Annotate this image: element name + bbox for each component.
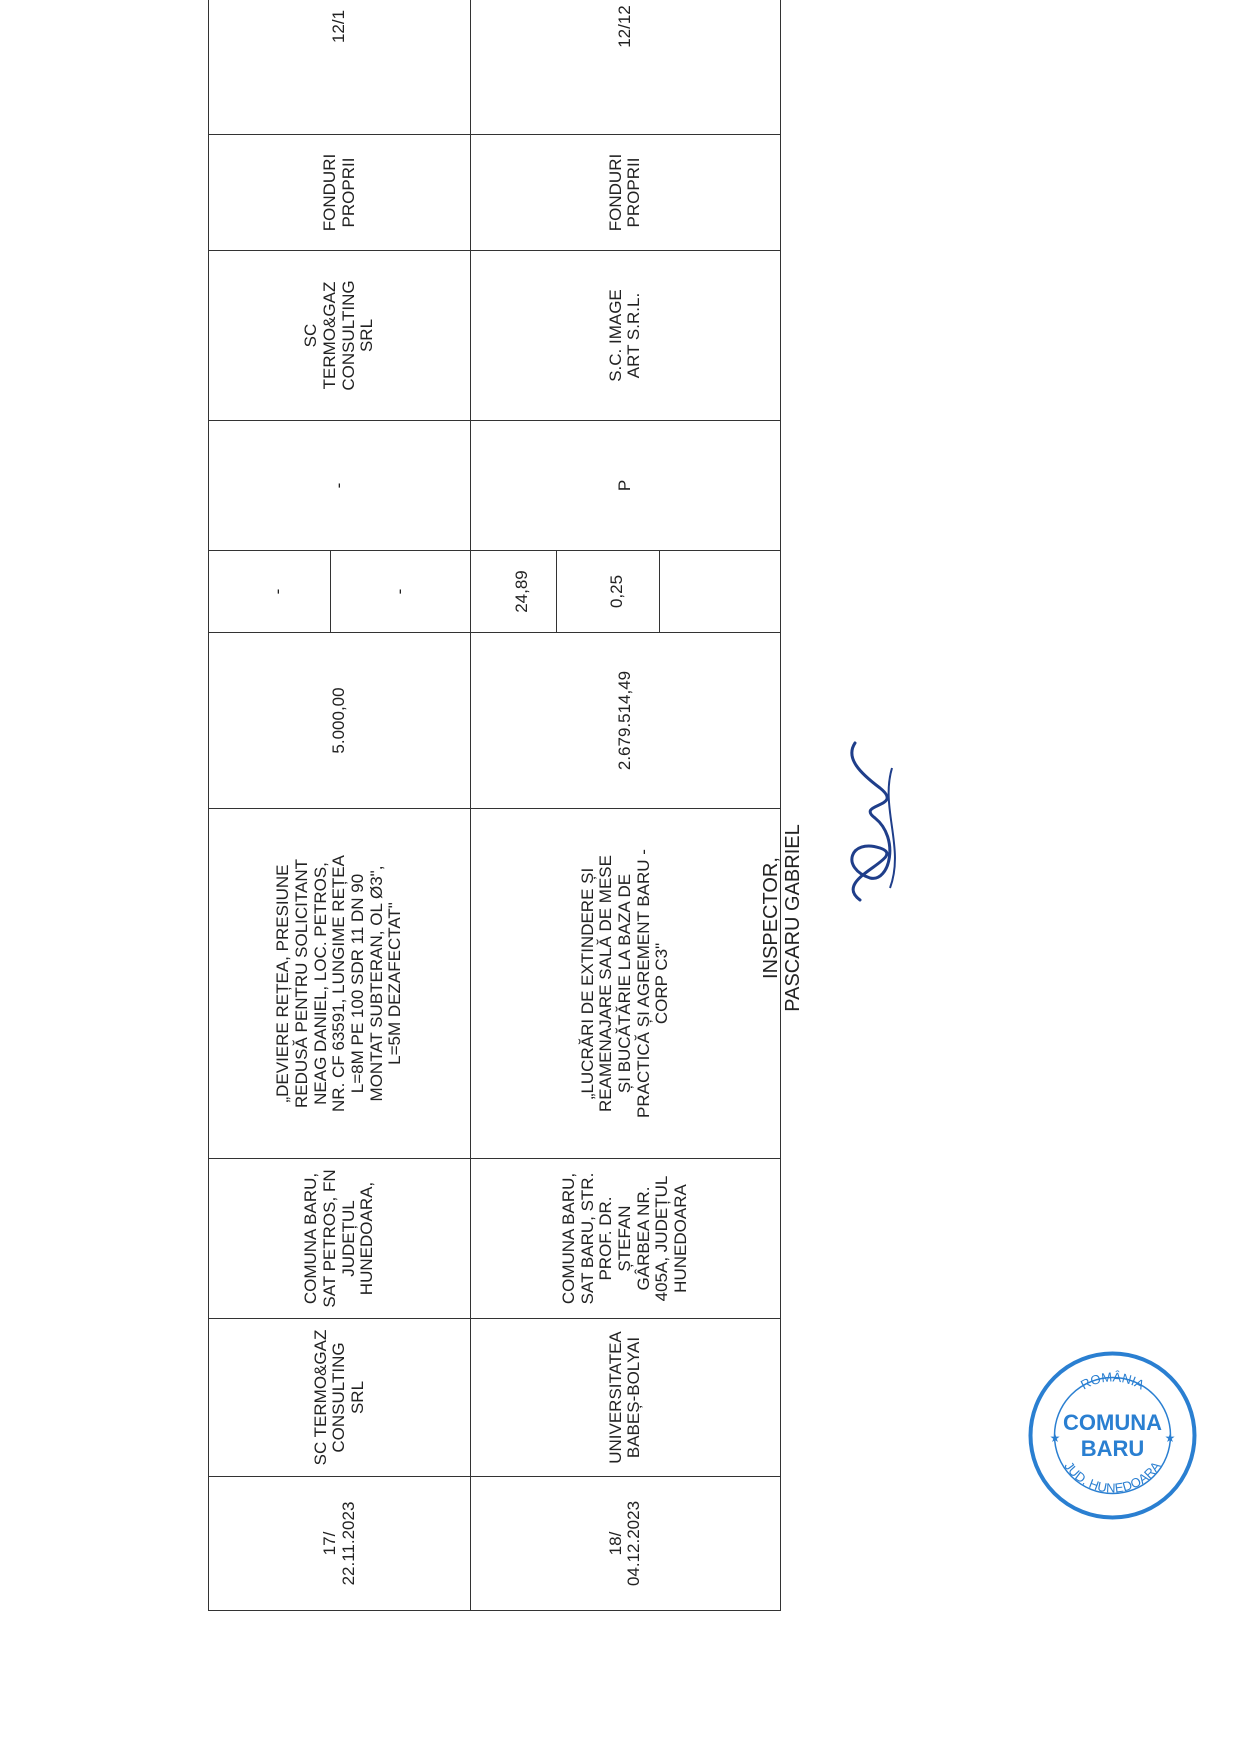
cell-lucrare: „DEVIERE REȚEA, PRESIUNE REDUSĂ PENTRU SOLICITANT NEAG DANIEL, LOC. PETROS, NR. CF 63591, LUNGIME REȚEA L=8M PE 100 SDR 11 DN 90 MONTAT SUBTERAN, OL Ø3", L=5M DEZAFECTAT" [209, 809, 471, 1159]
cell-taxa [209, 551, 471, 633]
cell-regim: - [209, 421, 471, 551]
official-stamp [1027, 1350, 1198, 1521]
stamp-bottom-text: JUD. HUNEDOARA [1061, 1458, 1164, 1496]
cell-finantare: FONDURI PROPRII [209, 135, 471, 251]
table-row [209, 0, 471, 1611]
cell-termen: 12/1 [209, 0, 471, 135]
signature-name: PASCARU GABRIEL [782, 824, 804, 1012]
cell-proiectant: S.C. IMAGE ART S.R.L. [471, 251, 781, 421]
star-icon: ★ [1049, 1431, 1061, 1445]
cell-taxa-top: - [228, 551, 331, 632]
svg-text:JUD. HUNEDOARA [1061, 1458, 1163, 1495]
cell-finantare: FONDURI PROPRII [471, 135, 781, 251]
cell-amplasament: COMUNA BARU, SAT PETROS, FN JUDEȚUL HUNEDOARA, [209, 1159, 471, 1319]
table-row [471, 0, 781, 1611]
svg-text:ROMÂNIA [1078, 1369, 1147, 1392]
cell-valoare: 5.000,00 [209, 633, 471, 809]
cell-taxa-mid: 0,25 [575, 551, 660, 632]
cell-taxa-bottom: - [390, 588, 410, 595]
cell-taxa-top: 24,89 [490, 551, 557, 632]
signature-block [760, 788, 804, 1048]
cell-nr-data: 18/ 04.12.2023 [471, 1477, 781, 1611]
cell-regim: P [471, 421, 781, 551]
cell-amplasament: COMUNA BARU, SAT BARU, STR. PROF. DR. ȘTEFAN GÂRBEA NR. 405A, JUDEȚUL HUNEDOARA [471, 1159, 781, 1319]
cell-beneficiar: UNIVERSITATEA BABEȘ-BOLYAI [471, 1319, 781, 1477]
cell-taxa-bottom [679, 551, 761, 632]
signature-title: INSPECTOR, [760, 857, 782, 979]
stamp-line1: COMUNA [1063, 1410, 1162, 1435]
authorizations-table [208, 0, 781, 1611]
cell-termen: 12/12 [471, 0, 781, 135]
cell-taxa [471, 551, 781, 633]
cell-nr-data: 17/ 22.11.2023 [209, 1477, 471, 1611]
star-icon: ★ [1164, 1431, 1176, 1445]
cell-beneficiar: SC TERMO&GAZ CONSULTING SRL [209, 1319, 471, 1477]
stamp-top-text: ROMÂNIA [1078, 1369, 1147, 1393]
handwritten-signature-icon [820, 738, 930, 908]
cell-valoare: 2.679.514,49 [471, 633, 781, 809]
cell-proiectant: SC TERMO&GAZ CONSULTING SRL [209, 251, 471, 421]
cell-lucrare: „LUCRĂRI DE EXTINDERE ȘI REAMENAJARE SALĂ DE MESE ȘI BUCĂTĂRIE LA BAZA DE PRACTICĂ ȘI AGREMENT BARU - CORP C3" [471, 809, 781, 1159]
stamp-line2: BARU [1080, 1436, 1145, 1461]
